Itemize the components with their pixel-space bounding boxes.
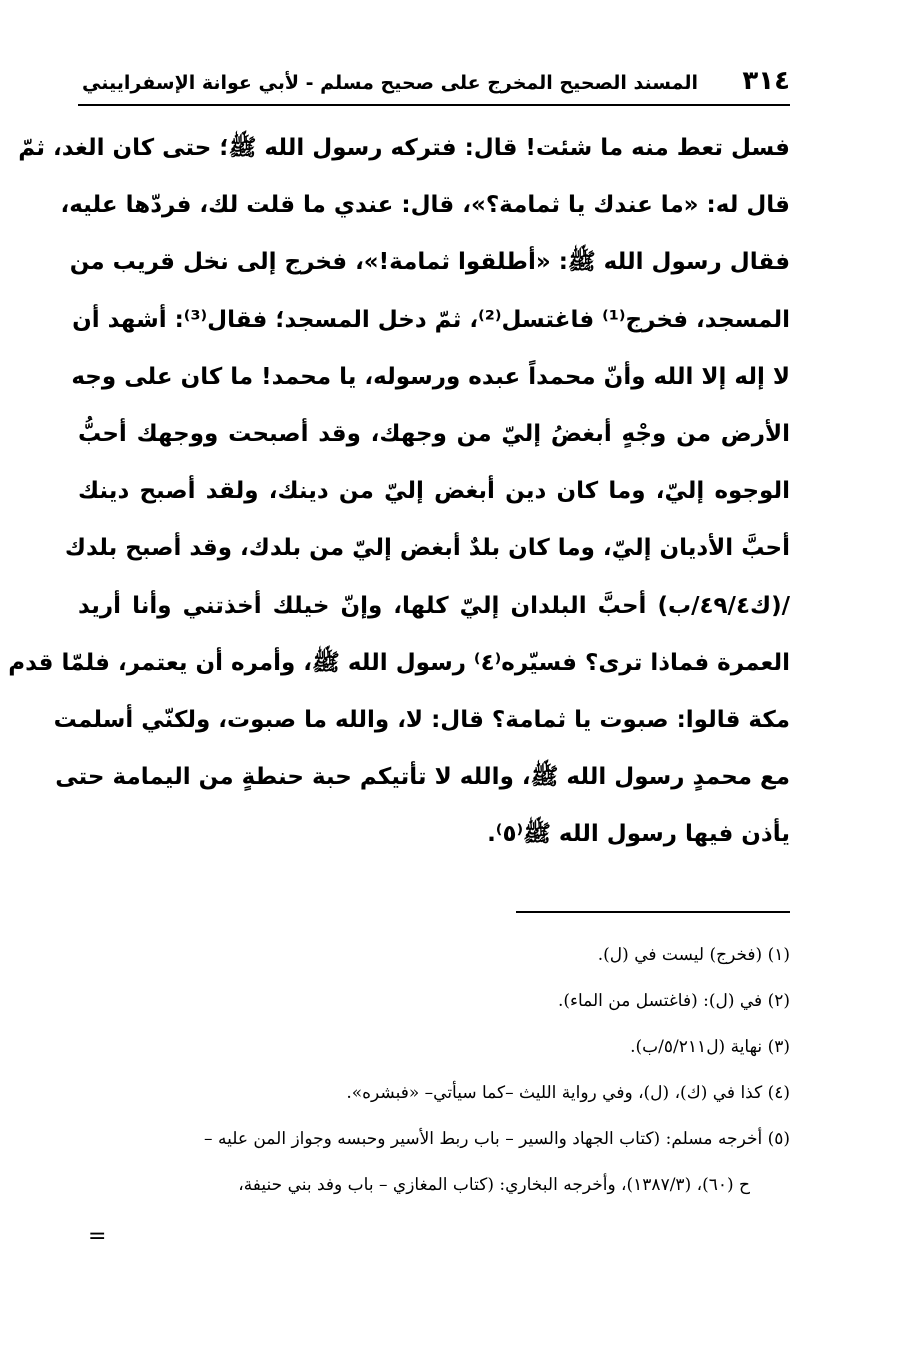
page-header xyxy=(78,62,790,112)
main-text-line: الوجوه إليّ، وما كان دين أبغض إليّ من دينك، ولقد أصبح دينك xyxy=(78,478,790,505)
footnote-5-continued: ح (٦٠)، (١٣٨٧/٣)، وأخرجه البخاري: (كتاب المغازي – باب وفد بني حنيفة، xyxy=(238,1175,750,1195)
header-rule xyxy=(78,104,790,106)
main-text-line: أحبَّ الأديان إليّ، وما كان بلدٌ أبغض إليّ من بلدك، وقد أصبح بلدك xyxy=(64,535,790,562)
main-text-line: لا إله إلا الله وأنّ محمداً عبده ورسوله، يا محمد! ما كان على وجه xyxy=(71,363,790,390)
main-text-line: مكة قالوا: صبوت يا ثمامة؟ قال: لا، والله ما صبوت، ولكنّي أسلمت xyxy=(53,706,790,733)
footnote-4: (٤) كذا في (ك)، (ل)، وفي رواية الليث –كما سيأتي– «فبشره». xyxy=(346,1083,790,1103)
footnote-separator xyxy=(516,911,790,913)
main-text-line: الأرض من وجْهٍ أبغضُ إليّ من وجهك، وقد أصبحت ووجهك أحبُّ xyxy=(78,420,790,447)
continuation-mark: = xyxy=(88,1224,107,1249)
running-title: المسند الصحيح المخرج على صحيح مسلم - لأبي عوانة الإسفراييني xyxy=(82,72,698,94)
page-number: ٣١٤ xyxy=(742,66,790,96)
main-text-line: مع محمدٍ رسول الله ﷺ، والله لا تأتيكم حبة حنطةٍ من اليمامة حتى xyxy=(55,764,790,791)
footnote-2: (٢) في (ل): (فاغتسل من الماء). xyxy=(557,991,790,1011)
main-text-line: /(ك٤٩/٤/ب) أحبَّ البلدان إليّ كلها، وإنّ خيلك أخذتني وأنا أريد xyxy=(78,592,790,619)
main-text-line: يأذن فيها رسول الله ﷺ⁽٥⁾. xyxy=(487,821,790,848)
main-text-line: فسل تعط منه ما شئت! قال: فتركه رسول الله ﷺ؛ حتى كان الغد، ثمّ xyxy=(18,135,790,161)
main-text-line: العمرة فماذا ترى؟ فسيّره⁽٤⁾ رسول الله ﷺ، وأمره أن يعتمر، فلمّا قدم xyxy=(8,649,790,676)
footnote-5: (٥) أخرجه مسلم: (كتاب الجهاد والسير – باب ربط الأسير وحبسه وجواز المن عليه – xyxy=(204,1129,790,1149)
footnotes xyxy=(78,932,790,1208)
main-text-body xyxy=(8,120,790,863)
footnote-3: (٣) نهاية (ل٥/٢١١/ب). xyxy=(630,1037,790,1057)
main-text-line: فقال رسول الله ﷺ: «أطلقوا ثمامة!»، فخرج إلى نخل قريب من xyxy=(69,249,790,276)
main-text-line: قال له: «ما عندك يا ثمامة؟»، قال: عندي ما قلت لك، فردّها عليه، xyxy=(60,192,790,219)
footnote-1: (١) (فخرج) ليست في (ل). xyxy=(597,945,790,965)
main-text-line: المسجد، فخرج⁽¹⁾ فاغتسل⁽²⁾، ثمّ دخل المسجد؛ فقال⁽³⁾: أشهد أن xyxy=(72,306,790,333)
